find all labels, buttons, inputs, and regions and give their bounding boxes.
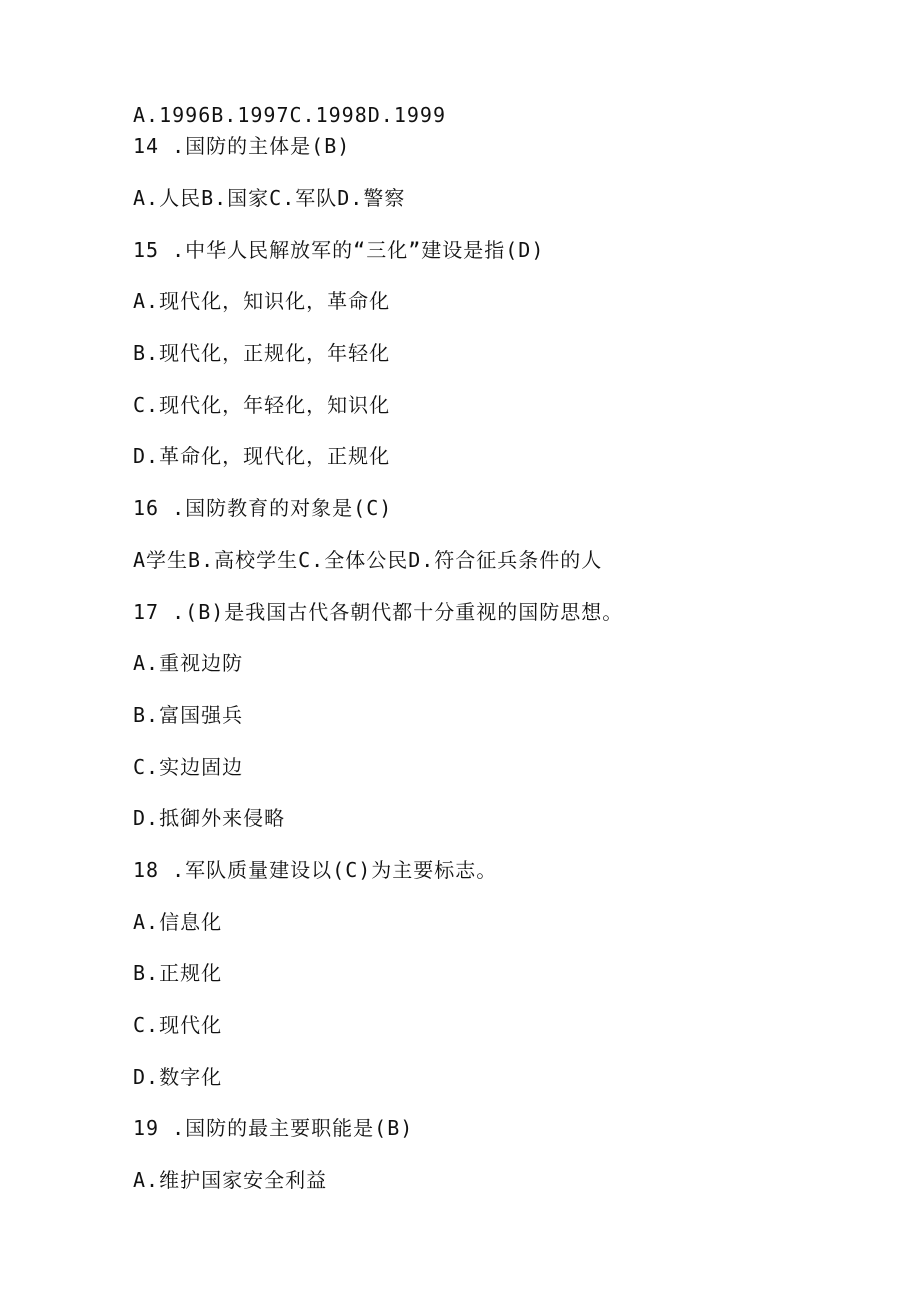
question-19: 19 .国防的最主要职能是(B) <box>133 1116 414 1140</box>
option-c-q15: C.现代化，年轻化，知识化 <box>133 393 391 417</box>
option-d-q17: D.抵御外来侵略 <box>133 806 286 830</box>
question-15: 15 .中华人民解放军的“三化”建设是指(D) <box>133 238 545 262</box>
option-a-q18: A.信息化 <box>133 910 223 934</box>
question-17: 17 .(B)是我国古代各朝代都十分重视的国防思想。 <box>133 600 624 624</box>
option-d-q15: D.革命化，现代化，正规化 <box>133 444 391 468</box>
option-a-q15: A.现代化，知识化，革命化 <box>133 289 391 313</box>
option-c-q17: C.实边固边 <box>133 755 244 779</box>
answer-options-q13: A.1996B.1997C.1998D.1999 <box>133 103 446 127</box>
option-a-q19: A.维护国家安全利益 <box>133 1168 328 1192</box>
option-c-q18: C.现代化 <box>133 1013 223 1037</box>
answer-options-q16: A学生B.高校学生C.全体公民D.符合征兵条件的人 <box>133 548 603 572</box>
option-d-q18: D.数字化 <box>133 1065 223 1089</box>
question-18: 18 .军队质量建设以(C)为主要标志。 <box>133 858 498 882</box>
option-b-q18: B.正规化 <box>133 961 223 985</box>
question-16: 16 .国防教育的对象是(C) <box>133 496 393 520</box>
question-14: 14 .国防的主体是(B) <box>133 134 351 158</box>
option-a-q17: A.重视边防 <box>133 651 244 675</box>
option-b-q15: B.现代化，正规化，年轻化 <box>133 341 391 365</box>
answer-options-q14: A.人民B.国家C.军队D.警察 <box>133 186 406 210</box>
option-b-q17: B.富国强兵 <box>133 703 244 727</box>
